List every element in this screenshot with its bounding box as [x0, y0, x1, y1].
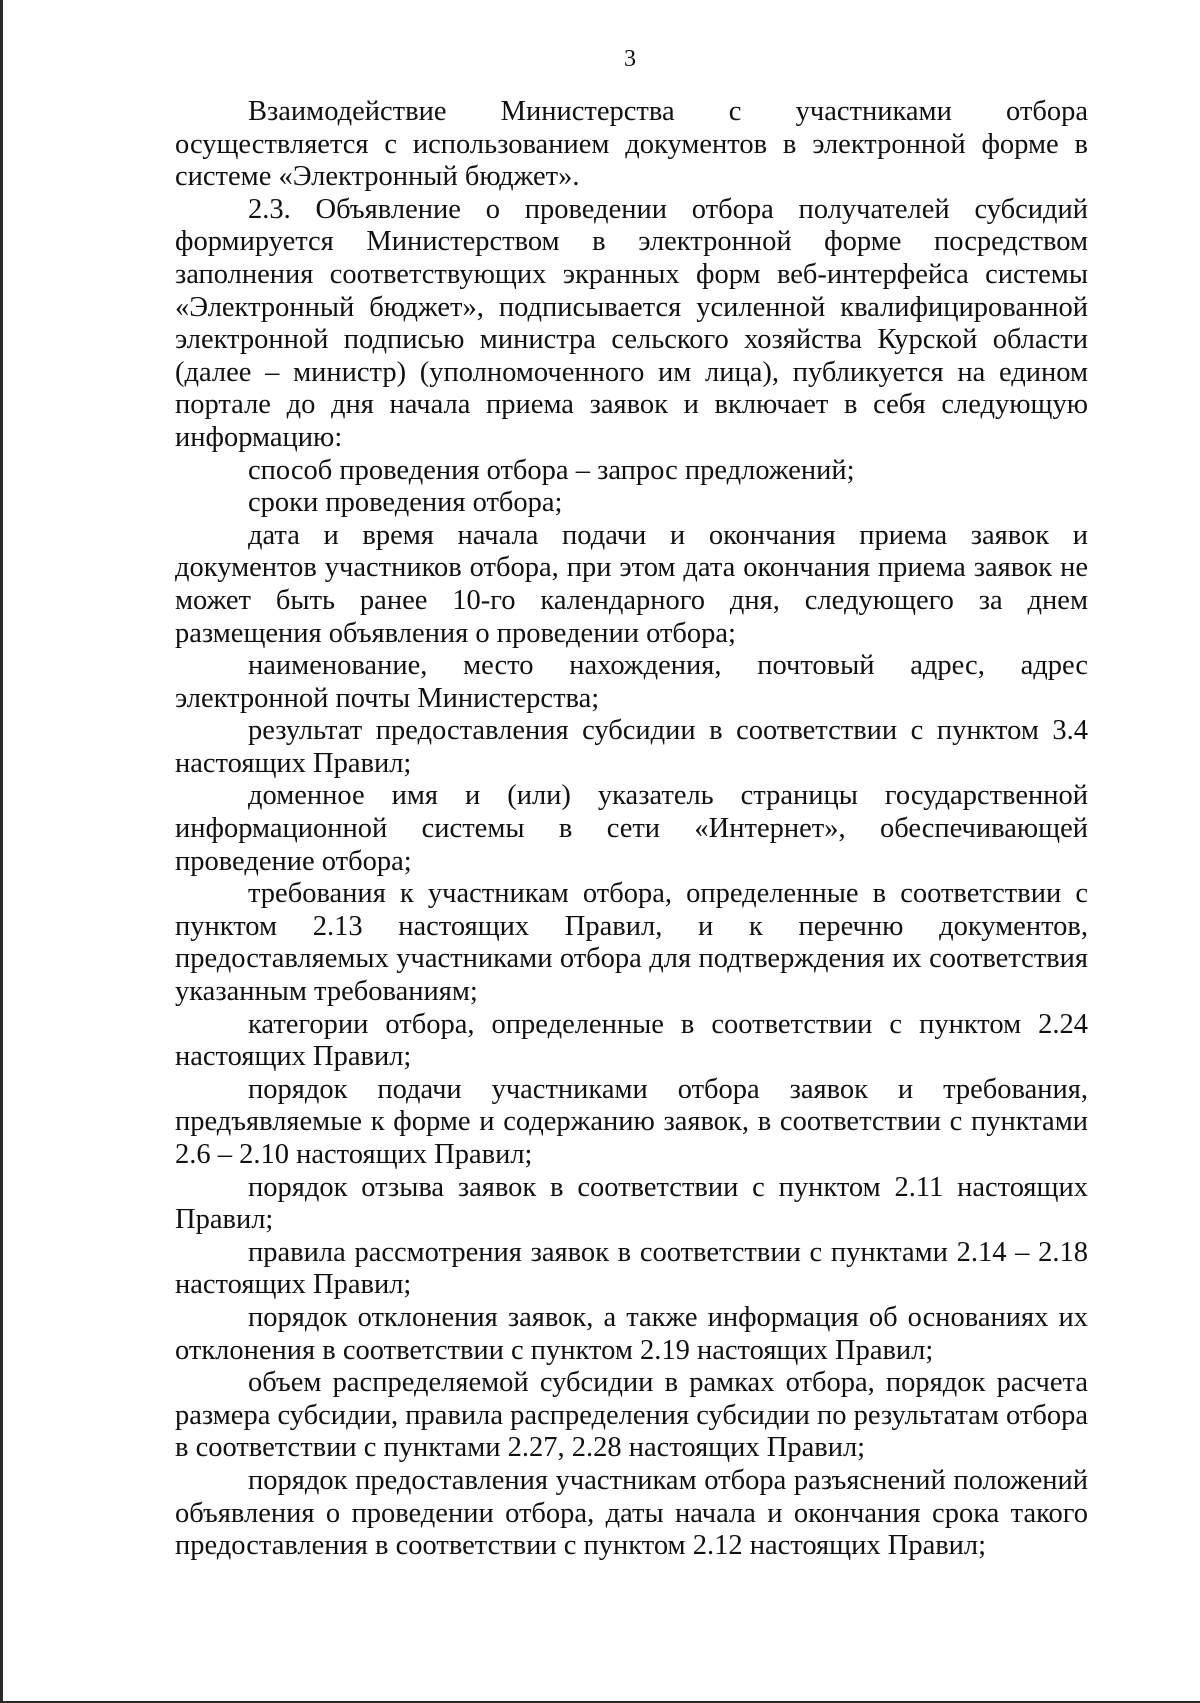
list-item-review-rules: правила рассмотрения заявок в соответствии с пунктами 2.14 – 2.18 настоящих Правил; [175, 1236, 1088, 1301]
list-item-withdrawal-procedure: порядок отзыва заявок в соответствии с пунктом 2.11 настоящих Правил; [175, 1171, 1088, 1236]
paragraph-interaction: Взаимодействие Министерства с участниками отбора осуществляется с использованием документов в электронной форме в системе «Электронный бюджет». [175, 96, 1088, 193]
document-body [175, 96, 1088, 1563]
list-item-subsidy-result: результат предоставления субсидии в соответствии с пунктом 3.4 настоящих Правил; [175, 715, 1088, 779]
list-item-selection-method: способ проведения отбора – запрос предложений; [248, 454, 855, 486]
list-item-selection-categories: категории отбора, определенные в соответствии с пунктом 2.24 настоящих Правил; [175, 1008, 1088, 1073]
list-item-clarification-procedure: порядок предоставления участникам отбора разъяснений положений объявления о проведении отбора, даты начала и окончания срока такого предоставления в соответствии с пунктом 2.12 настоящих Правил; [175, 1464, 1088, 1562]
list-item-application-dates: дата и время начала подачи и окончания приема заявок и документов участников отбора, при этом дата окончания приема заявок не может быть ранее 10-го календарного дня, следующего за днем размещения объявления о проведении отбора; [175, 519, 1088, 649]
list-item-submission-procedure: порядок подачи участниками отбора заявок и требования, предъявляемые к форме и содержанию заявок, в соответствии с пунктами 2.6 – 2.10 настоящих Правил; [175, 1073, 1088, 1170]
list-item-rejection-procedure: порядок отклонения заявок, а также информация об основаниях их отклонения в соответствии с пунктом 2.19 настоящих Правил; [175, 1301, 1088, 1366]
page-number: 3 [624, 46, 636, 72]
list-item-selection-dates: сроки проведения отбора; [248, 487, 563, 519]
list-item-subsidy-volume: объем распределяемой субсидии в рамках отбора, порядок расчета размера субсидии, правила распределения субсидии по результатам отбора в соответствии с пунктами 2.27, 2.28 настоящих Правил; [175, 1367, 1088, 1464]
list-item-ministry-contacts: наименование, место нахождения, почтовый адрес, адрес электронной почты Министерства; [175, 650, 1088, 714]
paragraph-2-3-announcement: 2.3. Объявление о проведении отбора получателей субсидий формируется Министерством в электронной форме посредством заполнения соответствующих экранных форм веб-интерфейса системы «Электронный бюджет», подписывается усиленной квалифицированной электронной подписью министра сельского хозяйства Курской области (далее – министр) (уполномоченного им лица), публикуется на едином портале до дня начала приема заявок и включает в себя следующую информацию: [175, 193, 1088, 453]
scan-edge-left [0, 0, 3, 1703]
list-item-domain-name: доменное имя и (или) указатель страницы государственной информационной системы в сети «Интернет», обеспечивающей проведение отбора; [175, 780, 1088, 877]
list-item-participant-requirements: требования к участникам отбора, определенные в соответствии с пунктом 2.13 настоящих Правил, и к перечню документов, предоставляемых участниками отбора для подтверждения их соответствия указанным требованиям; [175, 878, 1088, 1008]
